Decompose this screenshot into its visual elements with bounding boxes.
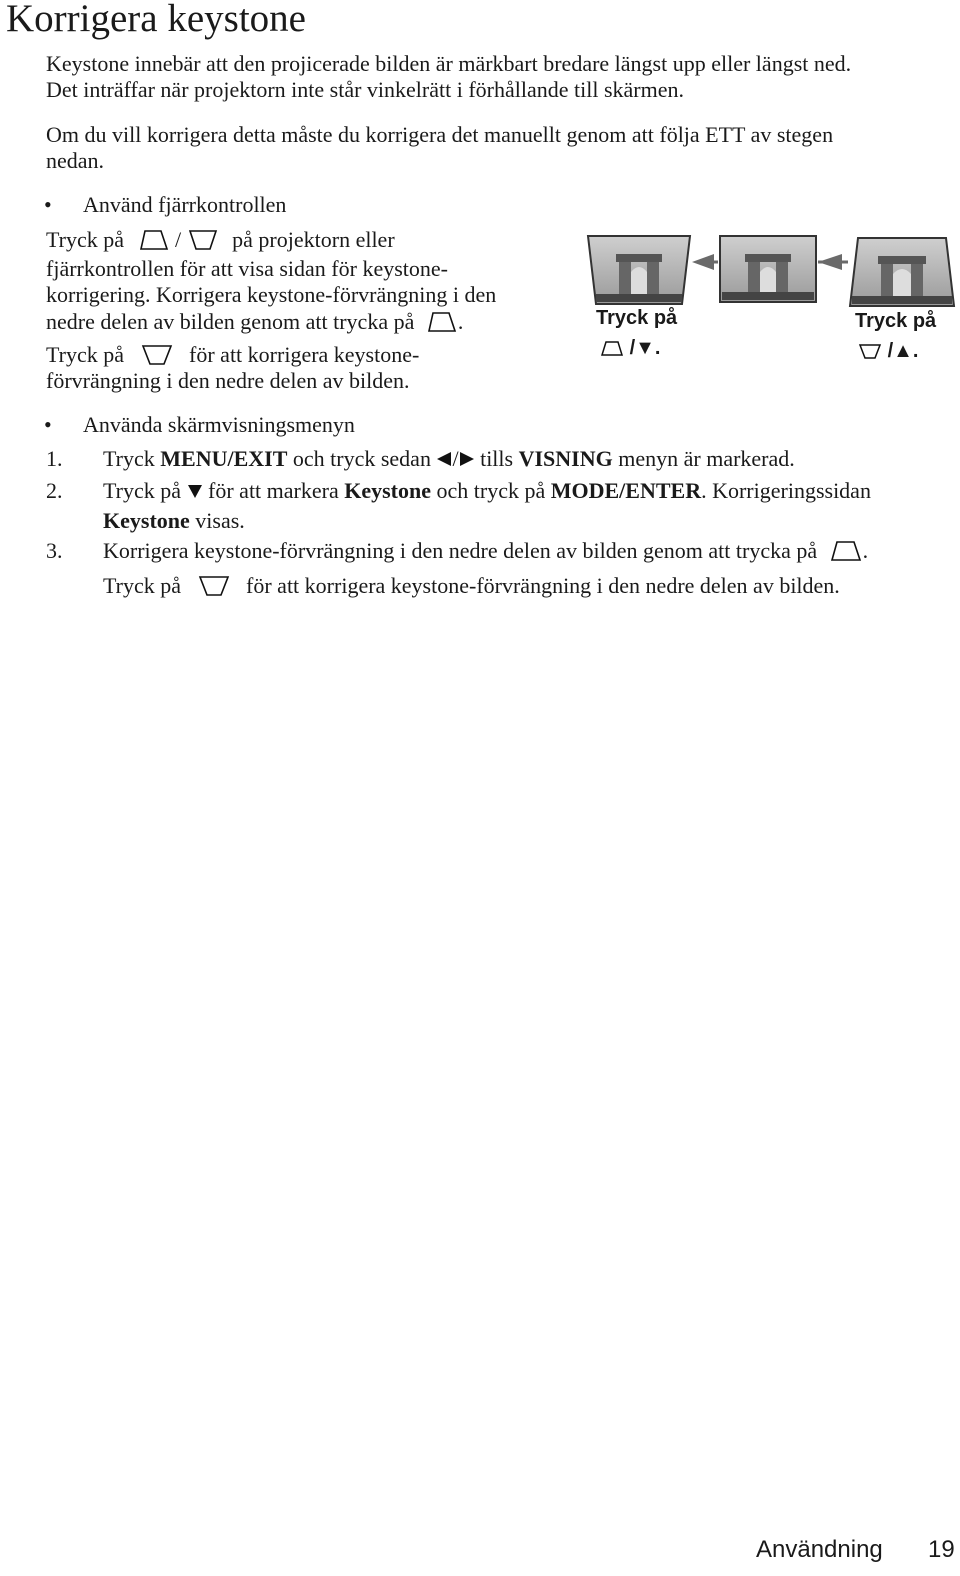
- intro-line-3: Om du vill korrigera detta måste du korrigera det manuellt genom att följa ETT av stegen: [46, 122, 834, 147]
- step-2-text-d: . Korrigeringssidan: [701, 478, 871, 503]
- remote-line-3: korrigering. Korrigera keystone-förvrängning i den: [46, 282, 497, 307]
- figure-left-keys-text: /▼.: [629, 337, 661, 359]
- keystone-item: Keystone: [344, 478, 431, 503]
- keystone-up-icon: [426, 311, 458, 333]
- step-3-text-c: Tryck på: [103, 573, 182, 598]
- step-2-line-2: [103, 508, 245, 534]
- step-3-text-a: Korrigera keystone-förvrängning i den nedre delen av bilden genom att trycka på: [103, 538, 818, 563]
- footer-section: Användning: [756, 1536, 883, 1563]
- remote-line-5-text-b: för att korrigera keystone-: [189, 342, 420, 367]
- step-3-line-2: [103, 573, 840, 599]
- page-title: Korrigera keystone: [6, 0, 306, 40]
- step-1-text-b: och tryck sedan: [292, 446, 431, 471]
- down-arrow-icon: [187, 483, 203, 499]
- left-arrow-icon: [436, 451, 452, 467]
- heading-menu: Använda skärmvisningsmenyn: [83, 412, 355, 437]
- keystone-down-icon: [140, 344, 174, 366]
- step-3-text-d: för att korrigera keystone-förvrängning i den nedre delen av bilden.: [246, 573, 840, 598]
- bullet-menu: •: [44, 412, 52, 437]
- remote-line-5: [46, 342, 419, 368]
- keystone-down-icon: [197, 575, 231, 597]
- remote-line-4-text: nedre delen av bilden genom att trycka på: [46, 309, 415, 334]
- remote-line-4: [46, 309, 463, 335]
- remote-line-2: fjärrkontrollen för att visa sidan för keystone-: [46, 256, 448, 281]
- remote-line-1-slash: /: [175, 227, 182, 252]
- step-2: [103, 478, 871, 504]
- figure-right-keys: [858, 340, 918, 363]
- intro-line-4: nedan.: [46, 148, 105, 173]
- step-2-number: 2.: [46, 478, 63, 503]
- step-2-text-e: visas.: [195, 508, 245, 533]
- figure-left-caption: Tryck på: [596, 307, 678, 329]
- remote-line-1-text-a: Tryck på: [46, 227, 125, 252]
- figure-right-caption: Tryck på: [855, 310, 937, 332]
- thumb-corrected: [720, 236, 816, 302]
- menu-exit-key: MENU/EXIT: [160, 446, 288, 471]
- heading-remote: Använd fjärrkontrollen: [83, 192, 287, 217]
- page-number: 19: [928, 1536, 955, 1563]
- keystone-down-icon: [187, 229, 219, 251]
- keystone-up-icon: [600, 340, 624, 358]
- figure-left-keys: [600, 337, 660, 360]
- intro-line-1: Keystone innebär att den projicerade bilden är märkbart bredare längst upp eller längst ned.: [46, 51, 852, 76]
- keystone-up-icon: [138, 229, 170, 251]
- bullet-remote: •: [44, 192, 52, 217]
- remote-line-4-period: .: [457, 309, 464, 334]
- step-1-number: 1.: [46, 446, 63, 471]
- step-1-text-c: tills: [480, 446, 514, 471]
- figure-right-keys-text: /▲.: [887, 340, 919, 362]
- keystone-page: Keystone: [103, 508, 190, 533]
- keystone-up-icon: [829, 540, 863, 562]
- step-3: [103, 538, 868, 564]
- step-1-text-d: menyn är markerad.: [618, 446, 795, 471]
- remote-line-1-text-c: på projektorn eller: [232, 227, 395, 252]
- remote-line-6: förvrängning i den nedre delen av bilden.: [46, 368, 410, 393]
- remote-line-5-text-a: Tryck på: [46, 342, 125, 367]
- step-1-text-a: Tryck: [103, 446, 155, 471]
- step-3-period: .: [862, 538, 869, 563]
- thumb-bottom-wide: [850, 238, 954, 306]
- step-1-slash: /: [452, 446, 459, 471]
- step-3-number: 3.: [46, 538, 63, 563]
- keystone-down-icon: [858, 343, 882, 361]
- step-2-text-c: och tryck på: [436, 478, 546, 503]
- right-arrow-icon: [459, 451, 475, 467]
- visning-menu: VISNING: [518, 446, 613, 471]
- thumb-top-wide: [588, 236, 690, 304]
- remote-line-1: [46, 227, 395, 253]
- keystone-figure: [586, 232, 956, 312]
- mode-enter-key: MODE/ENTER: [550, 478, 702, 503]
- keystone-illustration: [586, 232, 956, 312]
- step-2-text-a: Tryck på: [103, 478, 182, 503]
- step-1: [103, 446, 795, 472]
- step-2-text-b: för att markera: [208, 478, 339, 503]
- intro-line-2: Det inträffar när projektorn inte står vinkelrätt i förhållande till skärmen.: [46, 77, 684, 102]
